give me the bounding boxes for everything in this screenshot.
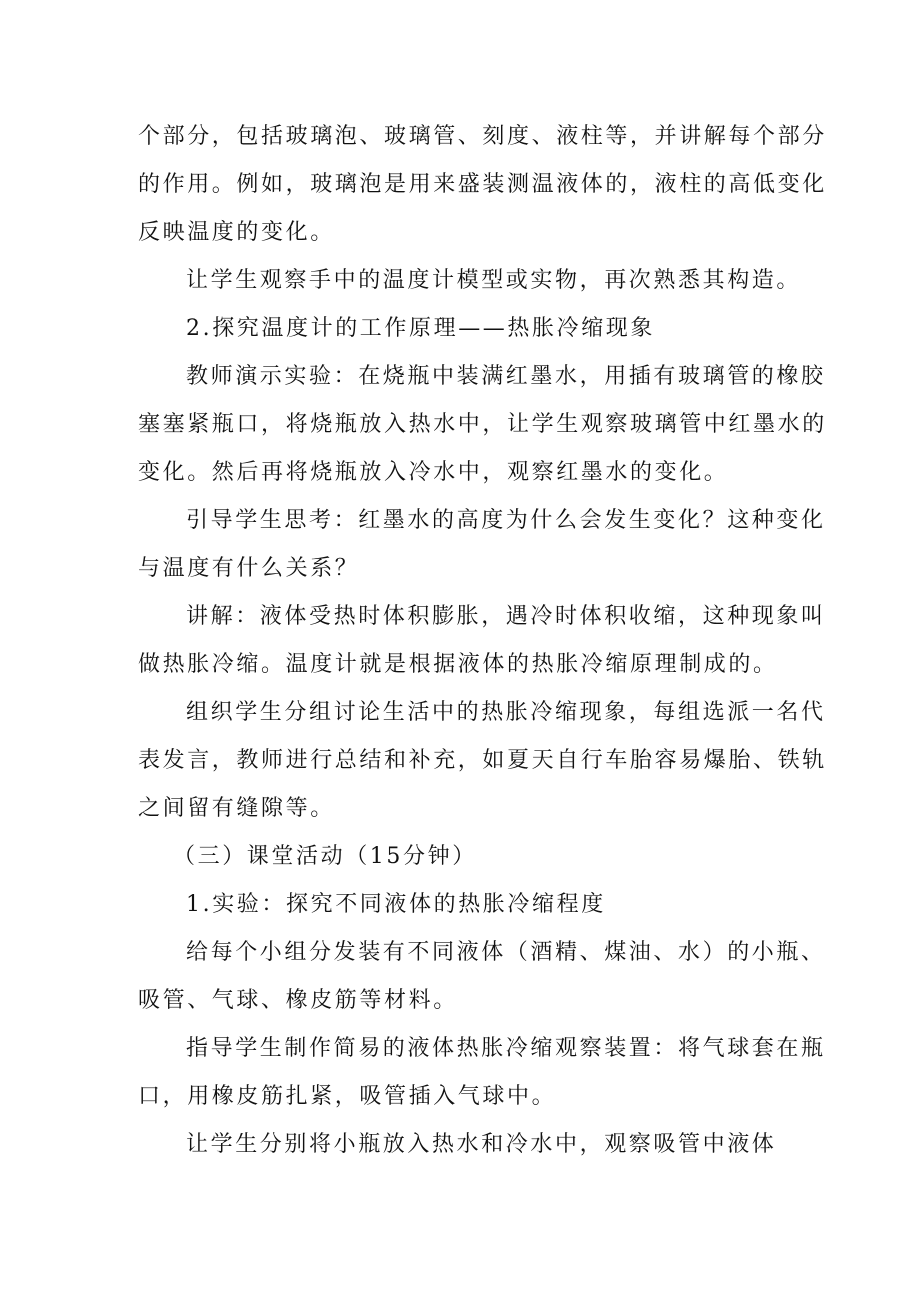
paragraph-line: 让学生分别将小瓶放入热水和冷水中，观察吸管中液体 (186, 1132, 777, 1157)
text-line: 吸管、气球、橡皮筋等材料。 (138, 988, 458, 1013)
paragraph-line: 指导学生制作简易的液体热胀冷缩观察装置：将气球套在瓶 (186, 1036, 826, 1061)
section-heading: （三）课堂活动（15分钟） (173, 844, 477, 869)
section-heading: 2.探究温度计的工作原理——热胀冷缩现象 (186, 316, 655, 341)
text-line: 反映温度的变化。 (138, 220, 335, 245)
text-line: 与温度有什么关系？ (138, 556, 360, 581)
paragraph-line: 引导学生思考：红墨水的高度为什么会发生变化？这种变化 (186, 508, 826, 533)
paragraph-line: 教师演示实验：在烧瓶中装满红墨水，用插有玻璃管的橡胶 (186, 364, 826, 389)
text-line: 口，用橡皮筋扎紧，吸管插入气球中。 (138, 1084, 557, 1109)
section-heading: 1.实验：探究不同液体的热胀冷缩程度 (186, 892, 606, 917)
paragraph-line: 讲解：液体受热时体积膨胀，遇冷时体积收缩，这种现象叫 (186, 604, 826, 629)
paragraph-line: 让学生观察手中的温度计模型或实物，再次熟悉其构造。 (186, 268, 802, 293)
text-line: 表发言，教师进行总结和补充，如夏天自行车胎容易爆胎、铁轨 (138, 748, 827, 773)
text-line: 的作用。例如，玻璃泡是用来盛装测温液体的，液柱的高低变化 (138, 172, 827, 197)
text-line: 塞塞紧瓶口，将烧瓶放入热水中，让学生观察玻璃管中红墨水的 (138, 412, 827, 437)
text-line: 变化。然后再将烧瓶放入冷水中，观察红墨水的变化。 (138, 460, 729, 485)
paragraph-line: 给每个小组分发装有不同液体（酒精、煤油、水）的小瓶、 (186, 940, 826, 965)
paragraph-line: 组织学生分组讨论生活中的热胀冷缩现象，每组选派一名代 (186, 700, 826, 725)
text-line: 做热胀冷缩。温度计就是根据液体的热胀冷缩原理制成的。 (138, 652, 778, 677)
text-line: 之间留有缝隙等。 (138, 796, 335, 821)
text-line: 个部分，包括玻璃泡、玻璃管、刻度、液柱等，并讲解每个部分 (138, 124, 827, 149)
